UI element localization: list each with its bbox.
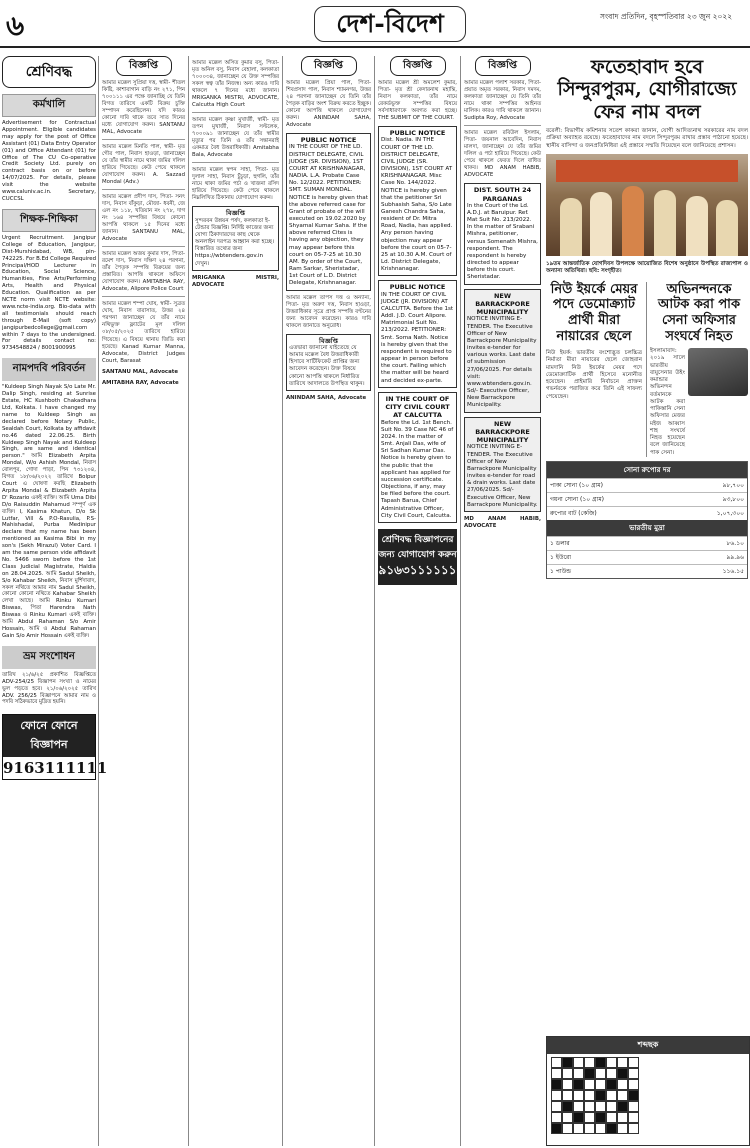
rate-value: ৯৯.৯৬ [726,553,744,561]
rate-label: গয়না সোনা (১০ গ্রাম) [550,495,605,503]
crossword-grid [551,1057,745,1134]
ad-column-b [188,56,282,1146]
public-notice [378,392,457,523]
header-rule [0,46,750,48]
ad-column-heading: বিজ্ঞপ্তি [390,56,446,76]
public-notice [286,334,371,391]
page-number: ৬ [6,9,25,42]
crossword-title: শব্দছক [547,1037,749,1054]
notice-title: PUBLIC NOTICE [389,283,446,292]
errata-text: তারিখ ২১/৬/২৫ প্রকাশিত বিজ্ঞপ্তিতে ADV-254/25 বিজ্ঞাপন সংখ্যা ও নামের ভুল পড়তে হবে। ২১/০৬/২০২৫ তারিখ ADV. 256/25 বিজ্ঞাপনে আমার নাম ও পদবি সঠিকভাবে মুদ্রিত হয়নি। [2,671,96,706]
ad-column-a [98,56,188,1146]
public-notice [286,133,371,290]
phone-ad-box [2,714,108,780]
ad-column-d [374,56,460,1146]
ad-text: আমার মক্কেল শম্পা ঘোষ, স্বামী- সুব্রত ঘোষ, নিবাস বারাসাত, উত্তর ২৪ পরগনা জানাচ্ছেন যে তাঁর নামে নথিভুক্ত ফ্ল্যাটের মূল দলিল ০৮/০৫/২০২৫ তারিখে হারিয়ে গিয়েছে। এ বিষয়ে থানায় জিডি করা হয়েছে। Kanad Kumar Manna, Advocate, District Judges Court, Barasat [102,301,185,364]
rate-row [547,506,747,520]
name-change-text: "Kuldeep Singh Nayak S/o Late Mr. Dalip Singh, residing at Sunrise Estate, HC Kushboth Chakadhara Ltd, Kolkata. I have changed my name to Kuldeep Singh as declared before Notary Public, Sealdah Court, Kolkata by affidavit no.46 dated 22.06.25. Birth Kuldeep Singh Nayak and Kuldeep Singh, are same and identical person." আমি Elizabeth Arpita Mondal, W/o Ashish Mondal, নিবাস বোলপুর, গোদা পাড়া, পিন ৭৩১২০৪, বিগত ১৮/০৬/২০২২ তারিখে Bolpur Court এ ঘোষণা করছি Elizabeth Arpita Mondal & Elizabeth Arpita D' Rozario একই ব্যক্তি। আমি Uma Dibi D/o Raisuddin Mahamud সম্পূর্ণ এক ব্যক্তি। I, Kasima Khatun, D/o Sk Lutfar, Vill & P.O-Rasulia, P.S-Mahishadal, Purba Medinipur declare that my name has been mentioned as Kasima Bibi in my son's (Sekh Mirazul) Voter Card. I am the same person vide affidavit No. 5466 sworn before the 1st Class Judicial Magistrate, Haldia on 28.04.2025. আমি Sadul Sheikh, S/o Kahabar Sheikh, নিবাস মুর্শিদাবাদ, সকল নথিতে আমার নাম Sadul Sheikh, কোনো কোনো নথিতে Kahabar Sheikh লেখা আছে। আমি Rinku Kumari Biswas, পিতা Harendra Nath Biswas ও Rinku Kumari একই ব্যক্তি। আমি Abdul Rahaman S/o Amir Hossain, আমি ও Abdul Rahaman Gain S/o Amir Hossain একই ব্যক্তি। [2,384,96,639]
ad-signature: MRIGANKA MISTRI, ADVOCATE [192,274,279,288]
secondary-stories [546,282,748,457]
category-title: শ্রেণিবদ্ধ [2,56,96,88]
section-teachers: শিক্ষক-শিক্ষিকা [2,209,96,232]
photo-person-shape [654,190,676,256]
ad-text: আমার মক্কেল তাপস দত্ত ও অন্যান্য, পিতা- মৃত অরুণ দত্ত, নিবাস হাওড়া, উত্তরাধিকার সূত্রে প্রাপ্ত সম্পত্তি বণ্টনের জন্য আবেদন করেছেন। কারও দাবি থাকলে জানাতে অনুরোধ। [286,294,371,329]
story-mayor [546,282,642,457]
ad-text: আমার মক্কেল স্বপন সাহা, পিতা- মৃত দুলাল সাহা, নিবাস চুঁচুড়া, হুগলি, তাঁর নামে থাকা জমির পর্চা ও খাজনা রসিদ হারিয়ে গিয়েছে। কেউ পেয়ে থাকলে নিম্নলিখিত ঠিকানায় যোগাযোগ করুন। [192,167,279,202]
divider [102,296,185,297]
notice-text: In the Court of the Ld. A.D.J. at Baruipur. Ref. Mat Suit No. 213/2022. In the matter of Srabani Mishra, petitioner, versus Somenath Mishra, respondent. The respondent is hereby directed to appear before this court. Sheristadar. [467,202,538,281]
photo-person-shape [590,192,612,256]
notice-text: NOTICE INVITING E-TENDER. The Executive Officer of New Barrackpore Municipality invites e-tender for road & drain works. Last date 27/06/2025. Sd/- Executive Officer, New Barrackpore Municipality. [467,444,538,508]
ad-column-heading: বিজ্ঞপ্তি [301,56,357,76]
photo-person-shape [686,196,708,256]
rate-label: ১ ইউরো [550,553,572,561]
ad-text: আমার মক্কেল সুপ্রিয়া দত্ত, স্বামী- শীতল কিষ্টি, কাশাবাগান বাড়ি নং ২৭১, পিন ৭০০১১১ এর পক্ষে জানাচ্ছি যে তিনি বিগত তারিখে একটি বিক্রয় চুক্তি সম্পাদন করেছিলেন। যদি কারও কোনো দাবি থাকে তবে সাত দিনের মধ্যে যোগাযোগ করুন। SANTANU MAL, Advocate [102,80,185,136]
crossword-box [546,1036,750,1146]
ad-text: আমার মক্কেল রবিউল ইসলাম, পিতা- জয়নাল আবেদিন, নিবাস মালদা, জানাচ্ছেন যে তাঁর জমির দলিল ও পর্চা হারিয়ে গিয়েছে। কেউ পেয়ে থাকলে ফেরত দিলে বাধিত থাকব। MD ANAM HABIB, ADVOCATE [464,130,541,179]
section-name-change: নামপদবি পরিবর্তন [2,358,96,381]
ad-text: আমার মক্কেল অসিত কুমার বসু, পিতা- মৃত অনিল বসু, নিবাস বেহালা, কলকাতা ৭০০০৩৪, জানাচ্ছেন যে উক্ত সম্পত্তির সকল স্বত্ব তাঁর নিজস্ব। অন্য কারও দাবি থাকলে ৭ দিনের মধ্যে জানান। MRIGANKA MISTRI, ADVOCATE, Calcutta High Court [192,60,279,109]
page-title: দেশ-বিদেশ [314,6,466,42]
photo-person-shape [560,198,582,256]
tender-notice [192,206,279,270]
rate-value: ৮৬.১০ [726,539,744,547]
rate-value: ৯৩,৮০০ [722,495,744,503]
notice-text: Before the Ld. 1st Bench. Suit No. 39 Case NC 46 of 2024. In the matter of Smt. Anjali Das, wife of Sri Sadhan Kumar Das. Notice is hereby given to the public that the applicant has applied for succession certificate. Objections, if any, may be filed before the court. Tapash Barua, Chief Administrative Officer, City Civil Court, Calcutta. [381,419,454,519]
notice-text: IN THE COURT OF CIVIL JUDGE (JR. DIVISION) AT CALCUTTA. Before the 1st Addl. J.D. Court Alipore. Matrimonial Suit No. 213/2022. PETITIONER: Smt. Soma Nath. Notice is hereby given that the respondent is required to appear in person before the court. Failing which the matter will be heard and decided ex-parte. [381,291,454,384]
ad-column-c [282,56,374,1146]
rate-label: পাকা সোনা (১০ গ্রাম) [550,481,603,489]
notice-title: NEW BARRACKPORE MUNICIPALITY [475,419,530,445]
ad-column-heading: বিজ্ঞপ্তি [475,56,531,76]
promo-number: ৯১৬৩১১১১১১ [378,562,457,577]
ad-text: আমার মক্কেল প্রিয়া পাল, পিতা- শিবপ্রসাদ পাল, নিবাস শ্যামনগর, উত্তর ২৪ পরগনা জানাচ্ছেন যে তিনি তাঁর পৈতৃক বাড়ির অংশ বিক্রয় করতে ইচ্ছুক। কোনো আপত্তি থাকলে যোগাযোগ করুন। ANINDAM SAHA, Advocate [286,80,371,129]
ad-text: আমার মক্কেল পলাশ সরকার, পিতা- প্রয়াত অমৃত সরকার, নিবাস দমদম, কলকাতা জানাচ্ছেন যে তিনি তাঁর নামে থাকা সম্পত্তির আইনত মালিক। কারও দাবি থাকলে জানান। Sudipta Roy, Advocate [464,80,541,122]
tender-notice [464,417,541,512]
ad-column-heading: বিজ্ঞপ্তি [116,56,172,76]
notice-title: বিজ্ঞপ্তি [319,336,338,345]
notice-title: বিজ্ঞপ্তি [226,209,245,218]
ad-text: আমার মক্কেল অজয় কুমার দাস, পিতা- রমেশ দাস, নিবাস দক্ষিণ ২৪ পরগনা, তাঁর পৈতৃক সম্পত্তি বিক্রয়ের জন্য প্রস্তাবিত। আপত্তি থাকলে অফিসে যোগাযোগ করুন। AMITABHA RAY, Advocate, Alipore Police Court [102,251,185,293]
notice-text: সুন্দরবন উন্নয়ন পর্ষদ, কলকাতা ই-টেন্ডার বিজ্ঞপ্তি। নির্দিষ্ট কাজের জন্য যোগ্য ঠিকাদারদের কাছ থেকে অনলাইন দরপত্র আহ্বান করা হচ্ছে। বিস্তারিত তথ্যের জন্য https://wbtenders.gov.in দেখুন। [195,217,275,267]
public-notice [464,183,541,284]
rate-value: ৯৮,৭০০ [722,481,744,489]
divider [192,112,279,113]
gold-rate-box [546,461,748,579]
phone-ad-title: ফোনে ফোনে বিজ্ঞাপন [3,715,95,757]
section-jobs: কর্মখালি [2,94,96,117]
rate-row [547,564,747,578]
rate-label: ১ পাউন্ড [550,567,572,575]
classified-index-column [2,56,108,1146]
tender-notice [464,289,541,413]
gold-rate-title: সোনা রুপোর দর [547,462,747,478]
rate-row [547,536,747,550]
phone-ad-number: 9163111111 [3,759,108,778]
promo-title: শ্রেণিবদ্ধ বিজ্ঞাপনের জন্য যোগাযোগ করুন [378,534,457,560]
currency-title: ভারতীয় মুদ্রা [547,520,747,536]
public-notice [378,280,457,387]
classified-promo-box [378,529,457,585]
notice-title: PUBLIC NOTICE [389,129,446,138]
rate-value: ১১৬.১৫ [722,567,744,575]
story-pak-officer [646,282,748,457]
divider [102,189,185,190]
news-photo [546,154,748,256]
ad-signature: ANINDAM SAHA, Advocate [286,394,367,401]
notice-title: IN THE COURT OF CITY CIVIL COURT AT CALCUTTA [385,394,450,420]
ad-text: আমার মক্কেল মিনতি পাল, স্বামী- মৃত গৌর পাল, নিবাস হাওড়া, জানাচ্ছেন যে তাঁর স্বামীর নামে থাকা জমির দলিল হারিয়ে গিয়েছে। কেউ পেয়ে থাকলে যোগাযোগ করুন। A. Sazzad Mondal (Adv.) [102,144,185,186]
date-line: সংবাদ প্রতিদিন, বৃহস্পতিবার ২৩ জুন ২০২২ [600,12,733,21]
public-notice [378,126,457,276]
story-text: ইসলামাবাদ: ২০১৯ সালে ভারতীয় বায়ুসেনার উইং কমান্ডার অভিনন্দন বর্তমানকে আটক করা পাকিস্তানি সেনা অফিসার মেজর মইজ আব্বাস শাহ সংঘর্ষে নিহত হয়েছেন বলে জানিয়েছে পাক সেনা। [650,347,685,456]
ad-signature: AMITABHA RAY, Advocate [102,379,179,386]
story-headline: অভিনন্দনকে আটক করা পাক সেনা অফিসার সংঘর্ষে নিহত [657,281,741,345]
rate-row [547,478,747,492]
divider [102,139,185,140]
rate-label: ১ ডলার [550,539,570,547]
notice-text: Dist. Nadia. IN THE COURT OF THE LD. DISTRICT DELEGATE, CIVIL JUDGE (SR. DIVISION), 1ST COURT AT KRISHNANAGAR. Misc Case No. 144/2022. NOTICE is hereby given that the petitioner Sri Subhasish Saha, S/o Late Ganesh Chandra Saha, resident of Dr. Mitra Road, Nadia, has applied. Any person having objection may appear before the court on 05-7-25 at 10.30 A.M. Court of Ld. District Delegate, Krishnanagar. [381,137,453,273]
notice-title: DIST. SOUTH 24 PARGANAS [473,186,532,203]
photo-person-shape [622,186,644,256]
ad-text: আমার মক্কেল কৃষ্ণা মুখার্জী, স্বামী- মৃত তপন মুখার্জী, নিবাস সল্টলেক, ৭০০০৯১ জানাচ্ছেন যে তাঁর স্বামীর মৃত্যুর পর তিনি ও তাঁর সন্তানরাই একমাত্র বৈধ উত্তরাধিকারী। Amitabha Bala, Advocate [192,117,279,159]
divider [102,246,185,247]
notice-text: এতদ্বারা জানানো যাইতেছে যে আমার মক্কেল বৈধ উত্তরাধিকারী হিসাবে সার্টিফিকেট প্রাপ্তির জন্য আবেদন করেছেন। উক্ত বিষয়ে কোনো আপত্তি থাকলে নির্ধারিত তারিখে আদালতে উপস্থিত থাকুন। [289,344,365,387]
notice-text: IN THE COURT OF THE LD. DISTRICT DELEGATE, CIVIL JUDGE (SR. DIVISION), 1ST COURT AT KRISHNANAGAR, NADIA. L.A. Probate Case No. 12/2022. PETITIONER: SMT. SUMAN MONDAL. NOTICE is hereby given that the above referred case for Grant of probate of the will executed on 19.02.2020 by Shyamal Kumar Saha. If the above referred Cites is having any objection, they may appear before this court on 05-7-25 at 10.30 AM. By order of the Court, Ram Sarkar, Sheristadar, 1st Court of L.D. District Delegate, Krishnanagar. [289,144,368,287]
rate-value: ১,০৭,৩০০ [716,509,744,517]
rate-label: রুপোর বাট (কেজি) [550,509,597,517]
divider [192,162,279,163]
lead-story-text: বরেলী: বিভাগীয় কমিশনার সতেশ কাকরা জানান, যোগী আদিত্যনাথ সরকারের নাম বদল প্রক্রিয়া অব্যাহত রয়েছে। ফতেহাবাদের নাম বদলে সিন্দুরপুরম রাখার প্রস্তাব পাঠানো হয়েছে। স্থানীয় বাসিন্দা ও জনপ্রতিনিধিরা এই প্রস্তাবে সম্মতি দিয়েছেন বলে জানিয়েছে প্রশাসন। [546,128,748,149]
photo-person-shape [716,200,738,256]
story-headline: নিউ ইয়র্কে মেয়র পদে ডেমোক্র্যাট প্রার্থী মীরা নায়ারের ছেলে [550,281,638,345]
notice-title: NEW BARRACKPORE MUNICIPALITY [475,291,530,317]
photo-banner-shape [556,160,738,182]
jobs-text: Advertisement for Contractual Appointment. Eligible candidates may apply for the post of Office Assistant (01) Data Entry Operator (01) and Office Attendant (01) for Office of The CU Co-operative Credit Society Ltd. purely on contract basis on or before 14/07/2025. For details, please visit the website www.caluniv.ac.in. Secretary, CUCCSL [2,120,96,202]
lead-headline: ফতেহাবাদ হবে সিন্দুরপুরম, যোগীরাজ্যে ফের নাম বদল [557,56,737,123]
ad-signature: SANTANU MAL, Advocate [102,368,178,375]
notice-text: NOTICE INVITING E-TENDER. The Executive Officer of New Barrackpore Municipality invites e-tender for various works. Last date of submission 27/06/2025. For details visit: www.wbtenders.gov.in. Sd/- Executive Officer, New Barrackpore Municipality. [467,316,537,409]
ad-signature: MD ANAM HABIB, ADVOCATE [464,515,541,529]
teacher-text: Urgent Recruitment. Jangipur College of Education, Jangipur, Dist-Murshidabad, WB, pin-742225. For B.Ed College Required Principal/HOD Lecturer in Education, Social Science, Humanities, Fine Arts/Performing Arts, Health and Physical Education. Qualification as per NCTE norm visit NCTE website: www.ncte-india.org. Bio-data with all testimonials should reach through E-Mail (soft copy) jangipurbedcollege@gmail.com within 7 days to the undersigned. For details contact no: 9734548824 / 8001900995 [2,234,96,352]
news-column [546,56,748,579]
ad-column-e [460,56,544,1146]
rate-row [547,550,747,564]
photo-caption: ১৯তম আন্তর্জাতিক যোগদিবস উপলক্ষে আয়োজিত বিশেষ অনুষ্ঠানে উপস্থিত রাজ্যপাল ও অন্যান্য অতিথিরা। ছবি: সংগৃহীত। [546,261,748,275]
ad-text: আমার মক্কেল শ্রী অমলেশ কুমার, পিতা- মৃত শ্রী কেদারনাথ মহান্তি, নিবাস কলকাতা, তাঁর নামে রেকর্ডভুক্ত সম্পত্তির বিষয়ে সর্বসাধারণকে অবগত করা হচ্ছে। THE SUBMIT OF THE COURT. [378,80,457,122]
story-text: নিউ ইয়র্ক: ভারতীয় বংশোদ্ভূত চলচ্চিত্র নির্মাতা মীরা নায়ারের ছেলে জোহরান মামদানি নিউ ইয়র্কের মেয়র পদে ডেমোক্র্যাটিক প্রার্থী হিসেবে মনোনীত হয়েছেন। প্রাইমারি নির্বাচনে প্রাক্তন গভর্নরকে পরাজিত করে তিনি এই সাফল্য পেয়েছেন। [546,349,643,400]
divider [464,125,541,126]
notice-title: PUBLIC NOTICE [300,136,357,145]
section-errata: ভ্রম সংশোধন [2,646,96,669]
portrait-photo [688,348,748,396]
ad-text: আমার মক্কেল প্রদীপ দাস, পিতা- সনৎ দাস, নিবাস বাঁকুড়া, মৌজা- ধবনী, জে এল নং ১১৮, খতিয়ান নং ২৭৮, দাগ নং ১৬৪ সম্পত্তির বিষয়ে কোনো আপত্তি থাকলে ১৫ দিনের মধ্যে জানান। SANTANU MAL, Advocate [102,194,185,243]
rate-row [547,492,747,506]
